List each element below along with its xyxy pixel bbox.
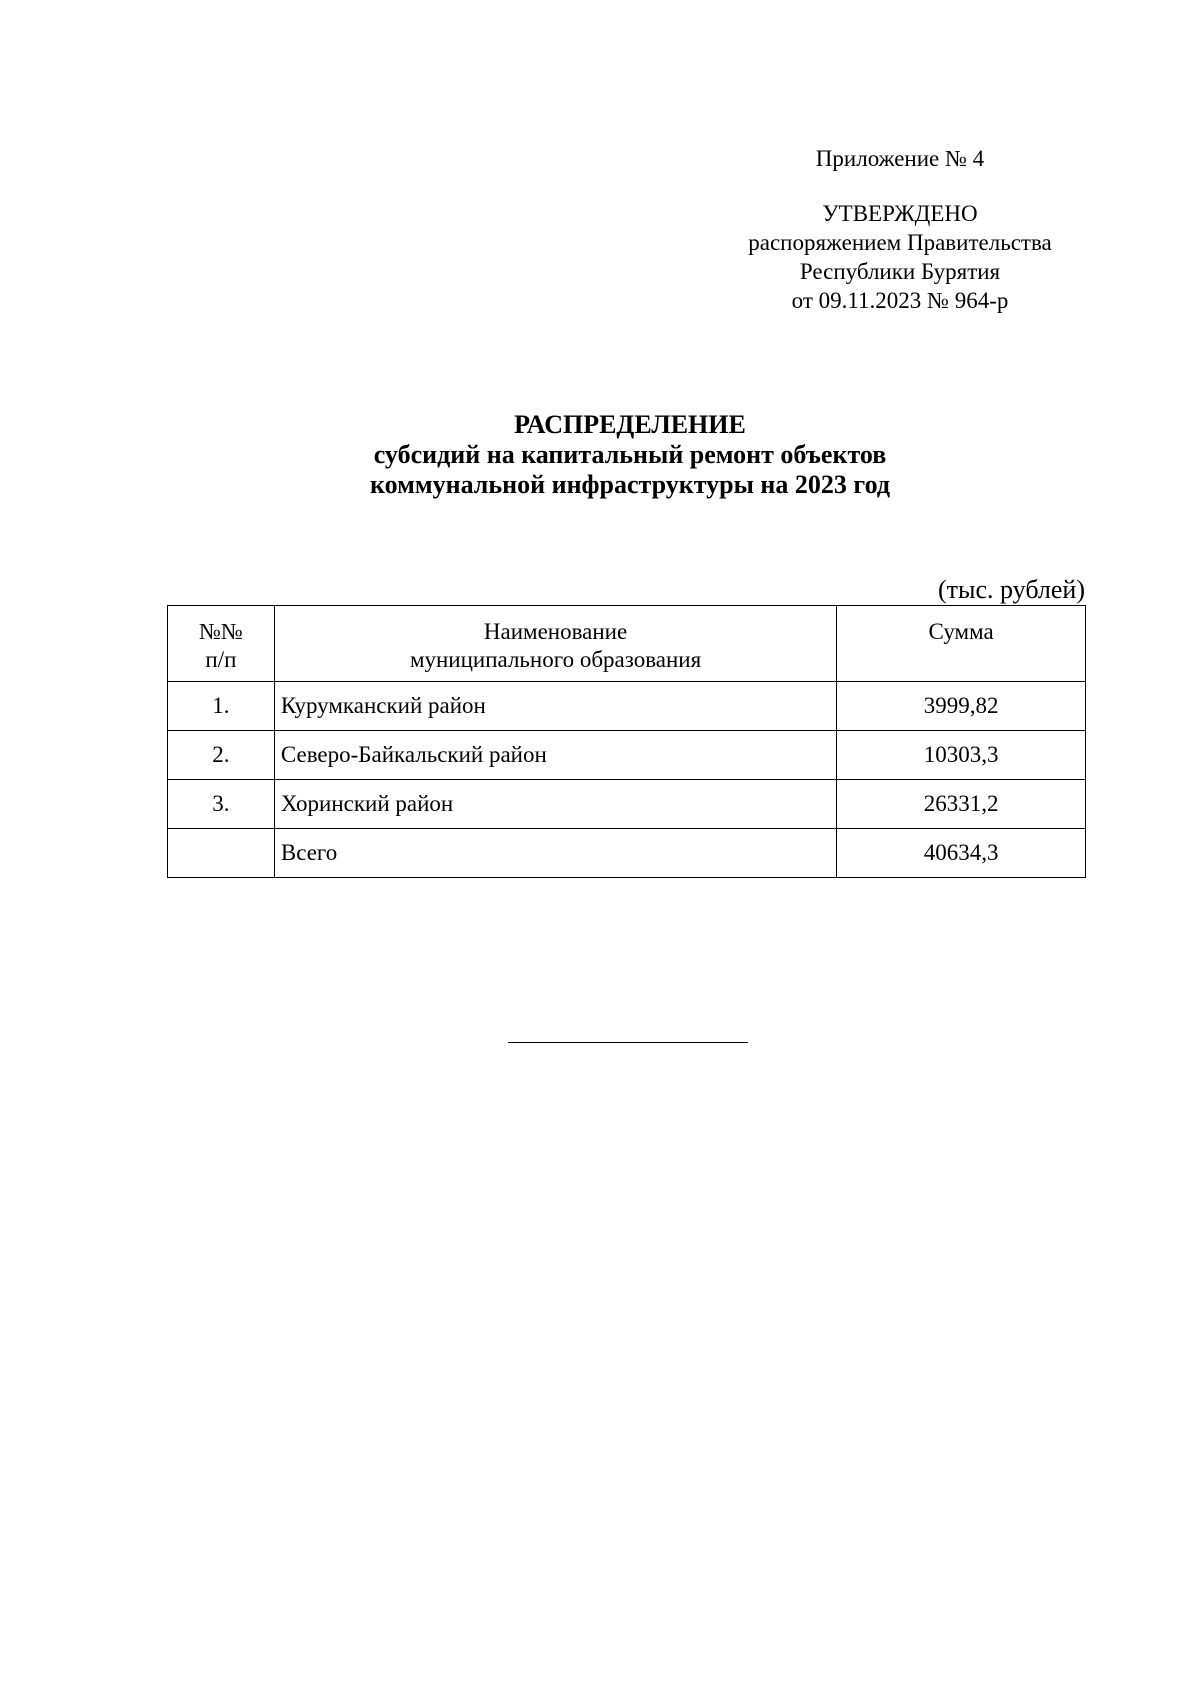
units-note: (тыс. рублей): [937, 575, 1085, 604]
table-row: [168, 780, 1086, 829]
header-number-line-2: п/п: [205, 647, 237, 672]
header-sum: [837, 606, 1086, 682]
header-name-line-2: муниципального образования: [409, 647, 702, 672]
header-name-line-1: Наименование: [483, 619, 628, 644]
header-number: [168, 606, 275, 682]
title-line-1: РАСПРЕДЕЛЕНИЕ: [514, 410, 746, 439]
total-sum: 40634,3: [837, 829, 1086, 878]
row-name: Северо-Байкальский район: [274, 731, 836, 780]
closing-divider: [508, 1042, 748, 1043]
row-sum: 26331,2: [837, 780, 1086, 829]
table-header-row: [168, 606, 1086, 682]
approval-heading: УТВЕРЖДЕНО: [822, 201, 978, 226]
title-line-2: субсидий на капитальный ремонт объектов: [373, 440, 887, 469]
approval-authority: распоряжением Правительства: [748, 230, 1052, 255]
total-label: Всего: [274, 829, 836, 878]
approval-stamp: [730, 199, 1070, 315]
appendix-label: Приложение № 4: [815, 146, 985, 171]
title-line-3: коммунальной инфраструктуры на 2023 год: [370, 470, 890, 499]
header-name: [274, 606, 836, 682]
table-total-row: [168, 829, 1086, 878]
row-sum: 3999,82: [837, 682, 1086, 731]
table-row: [168, 682, 1086, 731]
row-number: 3.: [168, 780, 275, 829]
row-name: Курумканский район: [274, 682, 836, 731]
header-sum-label: Сумма: [928, 619, 994, 644]
row-number: 1.: [168, 682, 275, 731]
approval-region: Республики Бурятия: [799, 259, 1001, 284]
header-number-line-1: №№: [198, 619, 243, 644]
row-sum: 10303,3: [837, 731, 1086, 780]
table-row: [168, 731, 1086, 780]
total-number: [168, 829, 275, 878]
approval-date-number: от 09.11.2023 № 964-р: [791, 288, 1009, 313]
distribution-table: [167, 605, 1086, 878]
document-title: [200, 410, 1060, 500]
row-number: 2.: [168, 731, 275, 780]
row-name: Хоринский район: [274, 780, 836, 829]
